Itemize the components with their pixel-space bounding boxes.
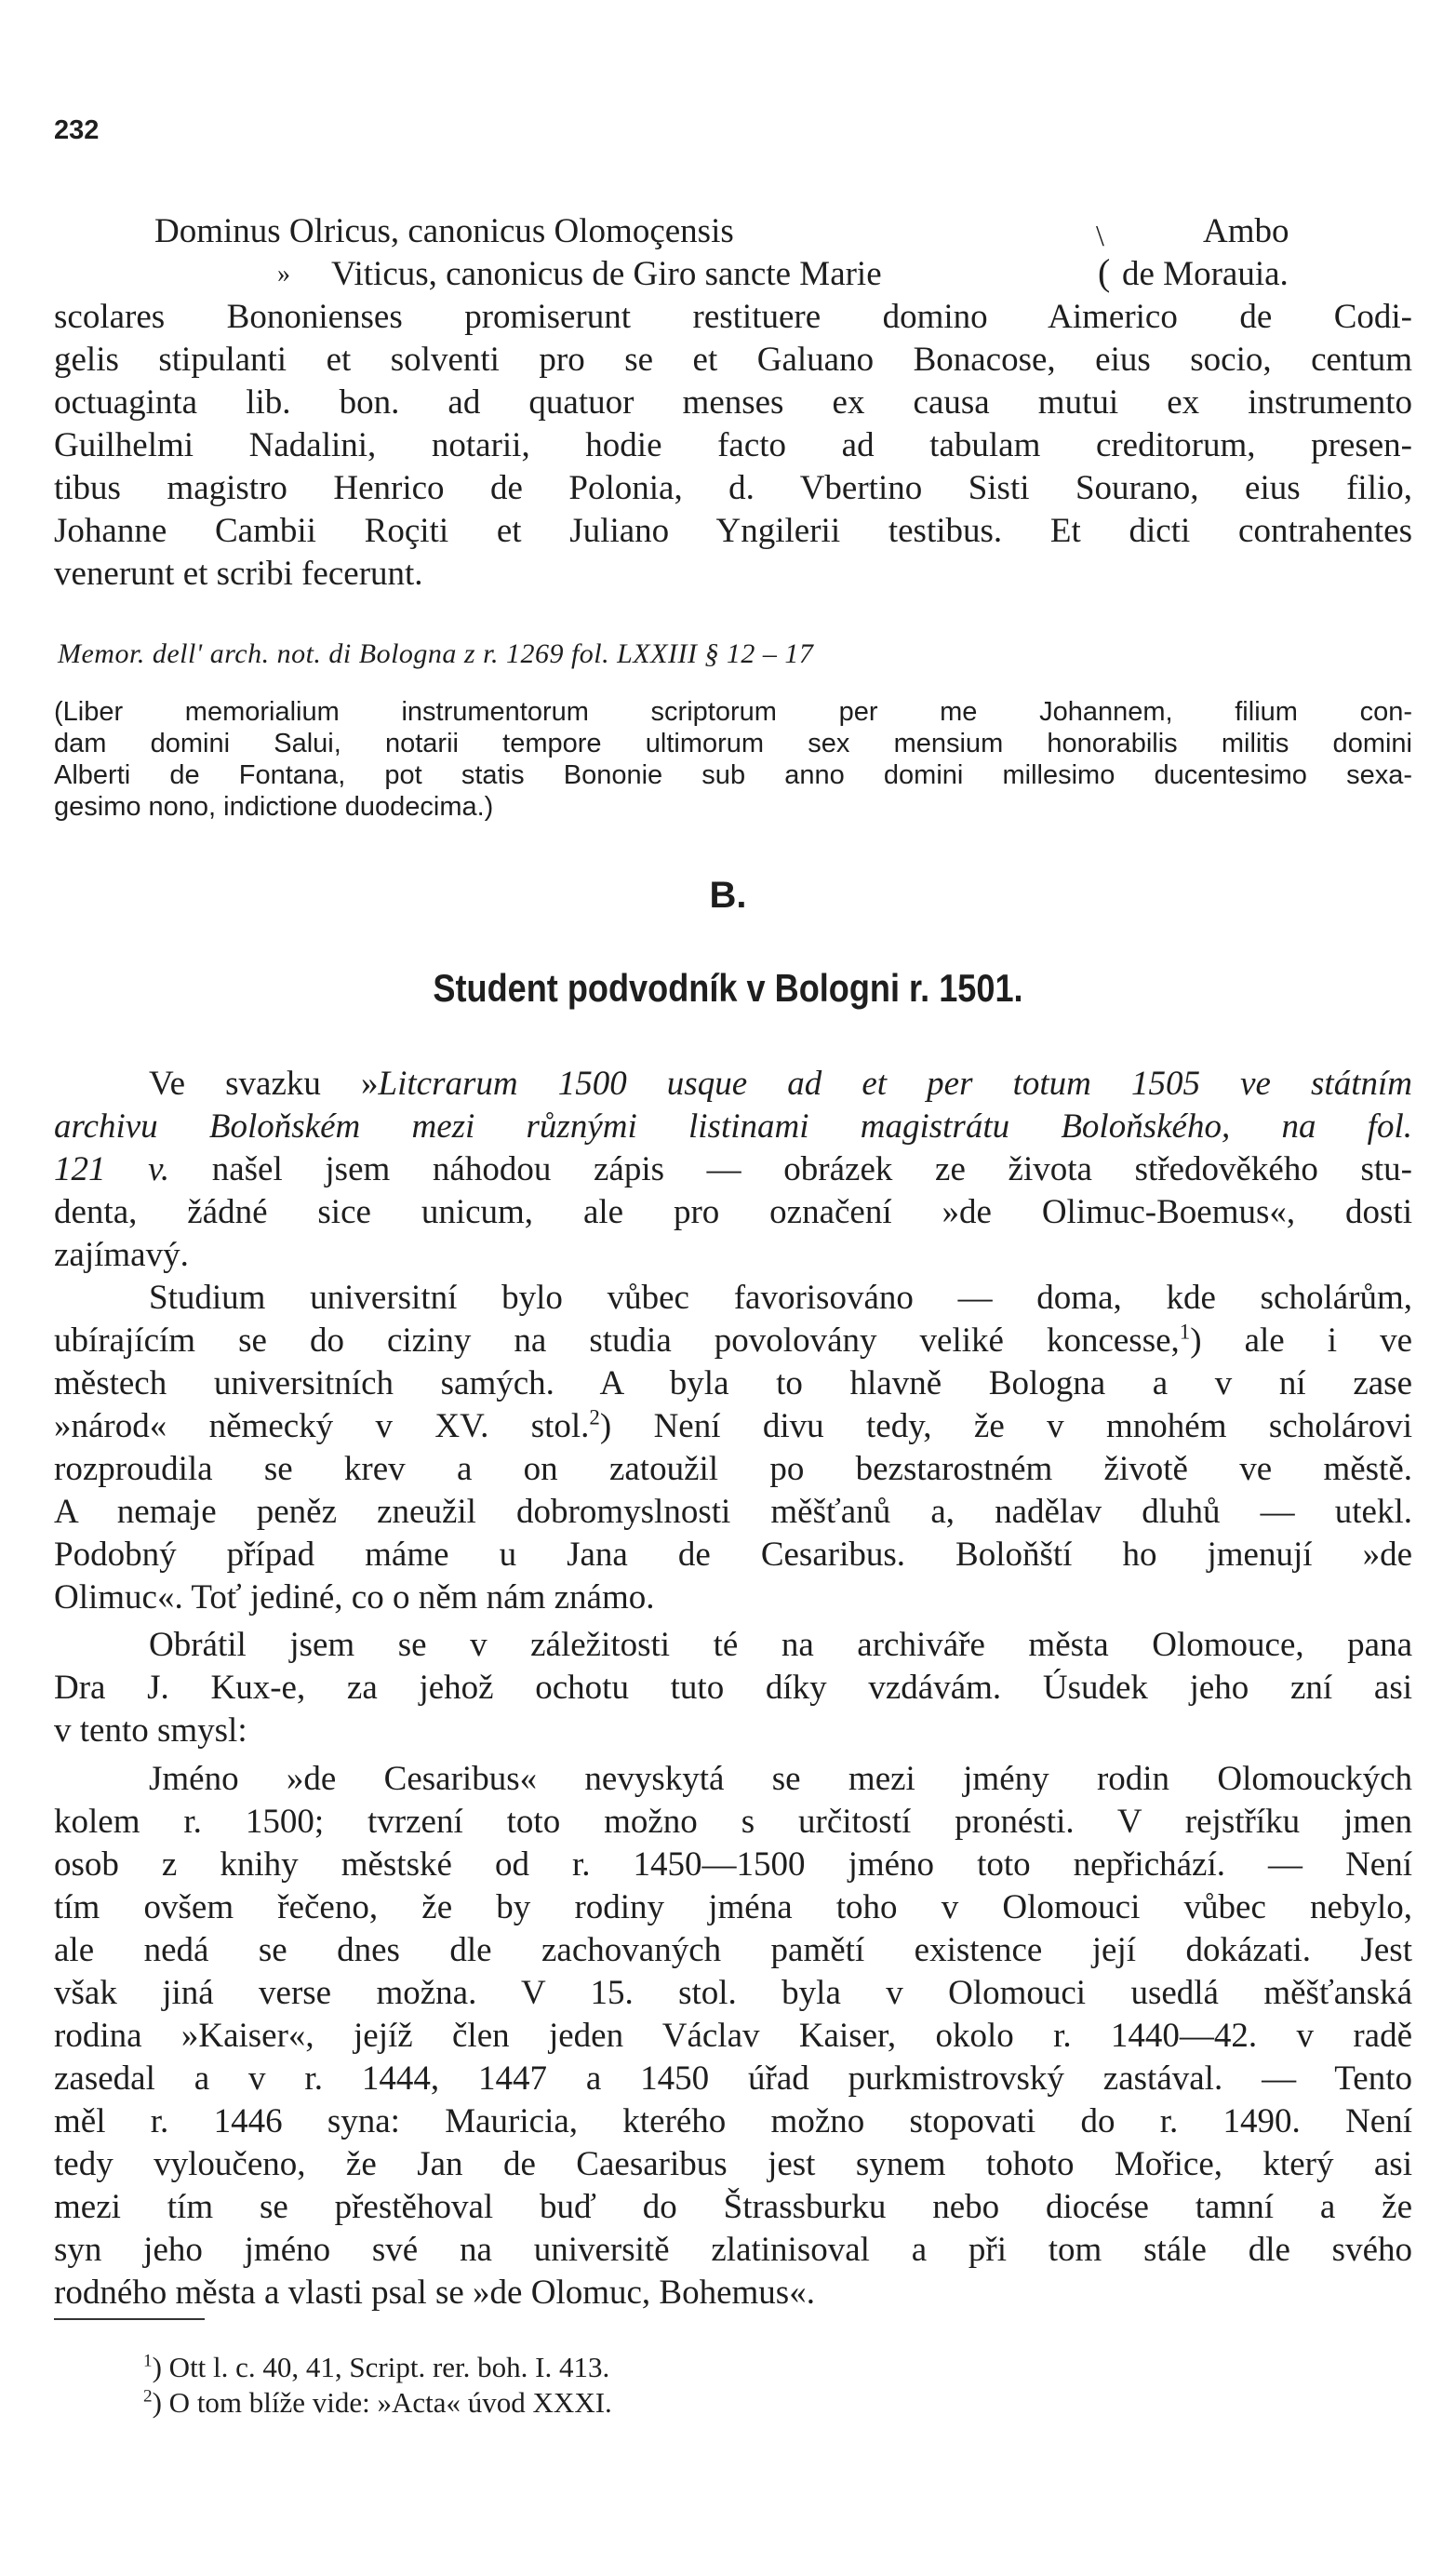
p4-line-6: však jiná verse možna. V 15. stol. byla v Olomouci usedlá měšťanská <box>54 1974 1412 2012</box>
header-row-2-name: Viticus, canonicus de Giro sancte Marie <box>331 255 882 293</box>
section-letter: B. <box>709 875 747 916</box>
latin-line-5: tibus magistro Henrico de Polonia, d. Vbertino Sisti Sourano, eius filio, <box>54 469 1412 507</box>
p2-line-4: »národ« německý v XV. stol.$^2$) Není divu tedy, že v mnohém scholárovi <box>54 1405 1412 1445</box>
header-row-2-mark: » <box>277 260 290 288</box>
p4-line-9: měl r. 1446 syna: Mauricia, kterého možno stopovati do r. 1490. Není <box>54 2102 1412 2140</box>
latin-line-7: venerunt et scribi fecerunt. <box>54 555 423 593</box>
liber-line-4: gesimo nono, indictione duodecima.) <box>54 792 494 822</box>
latin-line-2: gelis stipulanti et solventi pro se et Galuano Bonacose, eius socio, centum <box>54 341 1412 379</box>
p2-line-3: městech universitních samých. A byla to hlavně Bologna a v ní zase <box>54 1364 1412 1402</box>
header-right-1: Ambo <box>1203 212 1289 250</box>
latin-line-4: Guilhelmi Nadalini, notarii, hodie facto ad tabulam creditorum, presen- <box>54 426 1412 464</box>
p2-line-6: A nemaje peněz zneužil dobromyslnosti měšťanů a, nadělav dluhů — utekl. <box>54 1493 1412 1531</box>
p1-line-5: zajímavý. <box>54 1236 189 1274</box>
header-right-2: de Morauia. <box>1122 255 1289 293</box>
source-citation: Memor. dell' arch. not. di Bologna z r. 1269 fol. LXXIII § 12 – 17 <box>58 638 814 669</box>
header-row-1-name: Dominus Olricus, canonicus Olomoçensis <box>154 212 734 250</box>
latin-line-3: octuaginta lib. bon. ad quatuor menses ex causa mutui ex instrumento <box>54 383 1412 422</box>
p2-line-2: ubírajícím se do ciziny na studia povolovány veliké koncesse,$^1$) ale i ve <box>54 1320 1412 1360</box>
p4-line-7: rodina »Kaiser«, jejíž člen jeden Václav Kaiser, okolo r. 1440—42. v radě <box>54 2017 1412 2055</box>
liber-line-3: Alberti de Fontana, pot statis Bononie sub anno domini millesimo ducentesimo sexa- <box>54 760 1412 790</box>
p4-line-1: Jméno »de Cesaribus« nevyskytá se mezi jmény rodin Olomouckých <box>149 1760 1412 1798</box>
p4-line-12: syn jeho jméno své na universitě zlatinisoval a při tom stále dle svého <box>54 2231 1412 2269</box>
p1-line-3: 121 v. našel jsem náhodou zápis — obrázek ze života středověkého stu- <box>54 1150 1412 1188</box>
section-title: Student podvodník v Bologni r. 1501. <box>433 966 1023 1010</box>
p1-line-2: archivu Boloňském mezi různými listinami magistrátu Boloňského, na fol. <box>54 1107 1412 1146</box>
footnote-rule <box>54 2318 205 2320</box>
p2-line-7: Podobný případ máme u Jana de Cesaribus. Boloňští ho jmenují »de <box>54 1536 1412 1574</box>
p2-line-5: rozproudila se krev a on zatoužil po bezstarostném životě ve městě. <box>54 1450 1412 1488</box>
p4-line-2: kolem r. 1500; tvrzení toto možno s určitostí pronésti. V rejstříku jmen <box>54 1803 1412 1841</box>
latin-line-6: Johanne Cambii Roçiti et Juliano Yngilerii testibus. Et dicti contrahentes <box>54 512 1412 550</box>
p3-line-3: v tento smysl: <box>54 1711 247 1750</box>
footnote-1: $^1$) Ott l. c. 40, 41, Script. rer. boh. I. 413. <box>143 2351 610 2383</box>
p1-line-1: Ve svazku »Litcrarum 1500 usque ad et per totum 1505 ve státním <box>149 1065 1412 1103</box>
p4-line-11: mezi tím se přestěhoval buď do Štrassburku nebo diocése tamní a že <box>54 2188 1412 2226</box>
p4-line-10: tedy vyloučeno, že Jan de Caesaribus jest synem tohoto Mořice, který asi <box>54 2145 1412 2183</box>
p4-line-8: zasedal a v r. 1444, 1447 a 1450 úřad purkmistrovský zastával. — Tento <box>54 2059 1412 2098</box>
p4-line-3: osob z knihy městské od r. 1450—1500 jméno toto nepřichází. — Není <box>54 1845 1412 1884</box>
brace-top: \ <box>1096 219 1104 252</box>
p2-line-8: Olimuc«. Toť jediné, co o něm nám známo. <box>54 1578 655 1617</box>
brace-bottom: ( <box>1098 251 1111 293</box>
page-number: 232 <box>54 115 100 145</box>
p4-line-13: rodného města a vlasti psal se »de Olomuc, Bohemus«. <box>54 2274 815 2312</box>
liber-line-1: (Liber memorialium instrumentorum scriptorum per me Johannem, filium con- <box>54 697 1412 727</box>
footnote-2: $^2$) O tom blíže vide: »Acta« úvod XXXI. <box>143 2386 612 2419</box>
p1-line-4: denta, žádné sice unicum, ale pro označení »de Olimuc-Boemus«, dosti <box>54 1193 1412 1231</box>
p2-line-1: Studium universitní bylo vůbec favorisováno — doma, kde scholárům, <box>149 1279 1412 1317</box>
p3-line-1: Obrátil jsem se v záležitosti té na archiváře města Olomouce, pana <box>149 1626 1412 1664</box>
p4-line-5: ale nedá se dnes dle zachovaných pamětí existence její dokázati. Jest <box>54 1931 1412 1969</box>
liber-line-2: dam domini Salui, notarii tempore ultimorum sex mensium honorabilis militis domini <box>54 729 1412 758</box>
p4-line-4: tím ovšem řečeno, že by rodiny jména toho v Olomouci vůbec nebylo, <box>54 1888 1412 1926</box>
p3-line-2: Dra J. Kux-e, za jehož ochotu tuto díky vzdávám. Úsudek jeho zní asi <box>54 1669 1412 1707</box>
latin-line-1: scolares Bononienses promiserunt restituere domino Aimerico de Codi- <box>54 298 1412 336</box>
